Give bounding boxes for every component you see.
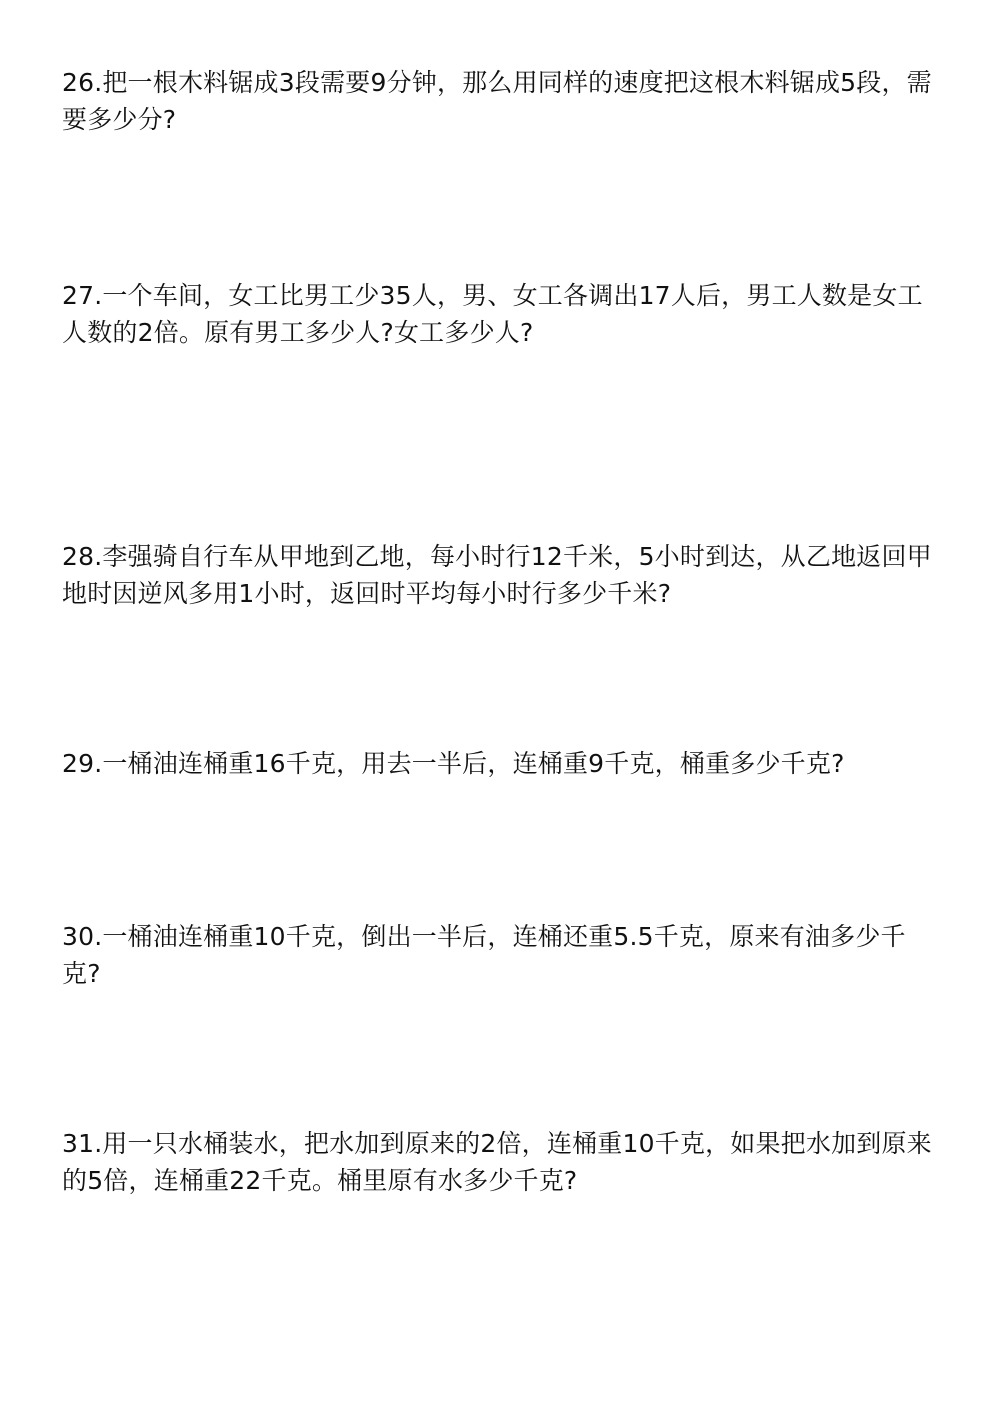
- problem-text: 一桶油连桶重10千克，倒出一半后，连桶还重5.5千克，原来有油多少千克?: [62, 922, 906, 988]
- problem-number: 27.: [62, 281, 103, 310]
- problem-text: 一个车间，女工比男工少35人，男、女工各调出17人后，男工人数是女工人数的2倍。原有男工多少人?女工多少人?: [62, 281, 923, 347]
- problem-number: 31.: [62, 1129, 103, 1158]
- problem-number: 28.: [62, 542, 103, 571]
- problem-28: [62, 538, 942, 612]
- problem-text: 用一只水桶装水，把水加到原来的2倍，连桶重10千克，如果把水加到原来的5倍，连桶重22千克。桶里原有水多少千克?: [62, 1129, 932, 1195]
- problem-26: [62, 64, 942, 138]
- problem-number: 26.: [62, 68, 103, 97]
- problem-number: 30.: [62, 922, 103, 951]
- problem-number: 29.: [62, 749, 103, 778]
- problem-text: 把一根木料锯成3段需要9分钟，那么用同样的速度把这根木料锯成5段，需要多少分?: [62, 68, 932, 134]
- problem-27: [62, 277, 942, 351]
- problem-text: 一桶油连桶重16千克，用去一半后，连桶重9千克，桶重多少千克?: [102, 749, 845, 778]
- problem-31: [62, 1125, 942, 1199]
- problem-30: [62, 918, 942, 992]
- problem-text: 李强骑自行车从甲地到乙地，每小时行12千米，5小时到达，从乙地返回甲地时因逆风多用1小时，返回时平均每小时行多少千米?: [62, 542, 932, 608]
- problem-29: [62, 745, 942, 782]
